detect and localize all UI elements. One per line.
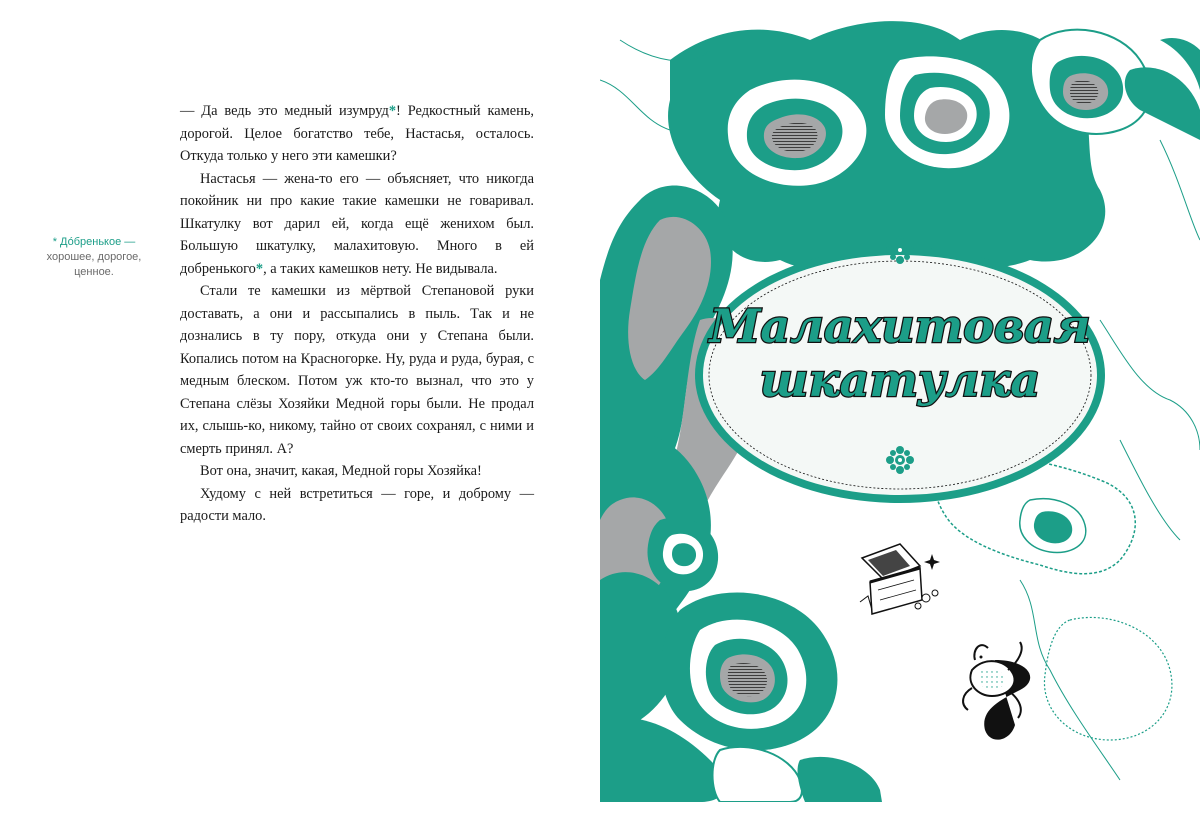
paragraph-2 [180, 168, 534, 281]
footnote-marker-2: * [255, 260, 264, 277]
title-line-2: шкатулка [759, 353, 1041, 407]
paragraph-4: Вот она, значит, какая, Медной горы Хозяйка! [200, 463, 482, 479]
paragraph-1-text-a: — Да ведь это медный изумруд [180, 103, 389, 119]
paragraph-2-text-a: Настасья — жена-то его — объясняет, что никогда покойник ни про какие такие камешки не говаривал. Шкатулку вот дарил ей, когда ещё женихом был. Большую шкатулку, малахитовую. Много в ей добренького [180, 170, 534, 277]
paragraph-3: Стали те камешки из мёртвой Степановой руки доставать, а они и рассыпались в пыль. Так и не дознались в ту пору, откуда они у Степана были. Копались потом на Красногорке. Ну, руда и руда, бурая, с медным блеском. Потом уж кто-то вызнал, что это у Степана слёзы Хозяйки Медной горы были. Не продал их, слышь-ко, никому, тайно от своих сохранял, с ними и смерть принял. А? [180, 283, 534, 457]
paragraph-1 [180, 100, 534, 168]
footnote-term: * До́бренькое — [52, 236, 136, 248]
treasure-chest-illustration [860, 544, 940, 614]
footnote-definition: хорошее, дорогое, ценное. [46, 251, 142, 278]
paragraph-1-text-b: ! Редкостный камень, дорогой. Целое богатство тебе, Настасья, осталось. Откуда только у него эти камешки? [180, 103, 534, 164]
right-page-illustration [600, 20, 1200, 802]
malachite-illustration [600, 20, 1200, 802]
paragraph-5: Худому с ней встретиться — горе, и доброму — радости мало. [180, 485, 534, 524]
lizard-illustration [963, 642, 1030, 740]
title-line-1: Малахитовая [709, 299, 1091, 353]
footnote-marker-1: * [388, 103, 397, 119]
story-text [180, 100, 534, 528]
paragraph-2-text-b: , а таких камешков нету. Не видывала. [263, 260, 498, 277]
footnote [30, 235, 158, 280]
